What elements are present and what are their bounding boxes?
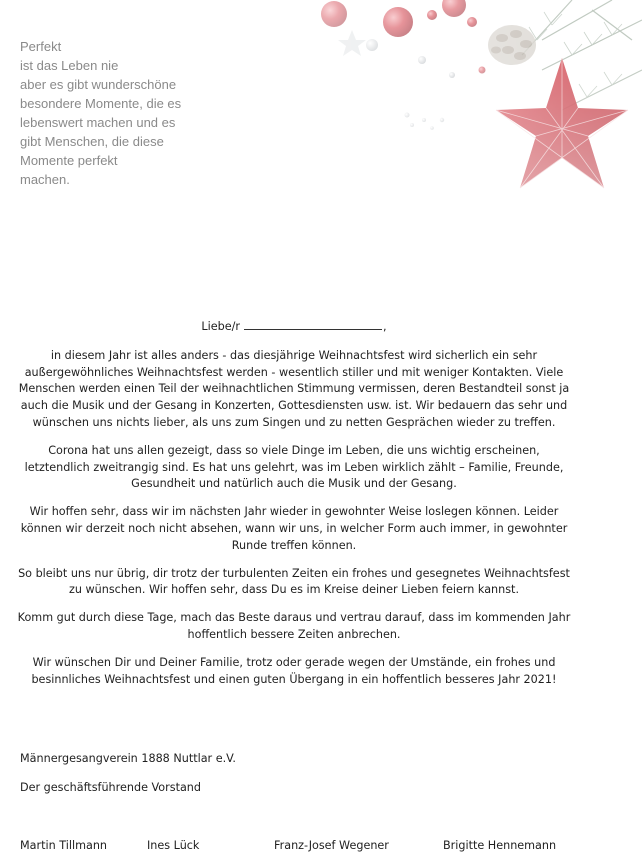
- organization-name: Männergesangverein 1888 Nuttlar e.V.: [20, 752, 236, 765]
- board-name: Der geschäftsführende Vorstand: [20, 781, 201, 794]
- signature-name: Ines Lück: [147, 839, 200, 852]
- letter-paragraph-5: Komm gut durch diese Tage, mach das Beste daraus und vertrau darauf, dass im kommenden Jahr hoffentlich bessere Zeiten anbrechen.: [17, 611, 571, 641]
- letter-paragraph-2: Corona hat uns allen gezeigt, dass so viele Dinge im Leben, die uns wichtig erscheinen, letztendlich zweitrangig sind. Es hat uns gelehrt, was im Leben wirklich zählt – Familie, Freunde, Gesundheit und natürlich auch die Musik und der Gesang.: [24, 443, 564, 491]
- salutation-prefix: Liebe/r: [201, 320, 240, 333]
- christmas-decoration-image: [312, 0, 642, 205]
- signatures: [0, 838, 642, 856]
- letter-paragraph-3: Wir hoffen sehr, dass wir im nächsten Jahr wieder in gewohnter Weise loslegen können. Leider können wir derzeit noch nicht absehen, wann wir uns, in welcher Form auch immer, in gewohnter Runde treffen können.: [20, 505, 568, 552]
- quote-text: Perfekt ist das Leben nie aber es gibt wunderschöne besondere Momente, die es lebenswert machen und es gibt Menschen, die diese Momente perfekt machen.: [20, 39, 182, 187]
- christmas-decoration: [312, 0, 642, 205]
- letter-paragraph-6: Wir wünschen Dir und Deiner Familie, trotz oder gerade wegen der Umstände, ein frohes und besinnliches Weihnachtsfest und einen guten Übergang in ein hoffentlich besseres Jahr 2021!: [31, 655, 557, 686]
- salutation-suffix: ,: [383, 320, 387, 333]
- letter-body: [14, 318, 574, 699]
- letter-paragraph-4: So bleibt uns nur übrig, dir trotz der turbulenten Zeiten ein frohes und gesegnetes Weihnachtsfest zu wünschen. Wir hoffen sehr, dass Du es im Kreise deiner Lieben feiern kannst.: [18, 566, 570, 597]
- letter-paragraph-1: in diesem Jahr ist alles anders - das diesjährige Weihnachtsfest wird sicherlich ein sehr außergewöhnliches Weihnachtsfest werden - wesentlich stiller und mit weniger Kontakten. Viele Menschen werden einen Teil der weihnachtlichen Stimmung vermissen, deren Bestandteil sonst ja auch die Musik und der Gesang in Konzerten, Gottesdiensten usw. ist. Wir bedauern das sehr und wünschen uns nichts lieber, als uns zum Singen und zu netten Gesprächen wieder zu treffen.: [18, 348, 570, 429]
- salutation-line: [14, 318, 574, 336]
- signature-name: Martin Tillmann: [20, 839, 107, 852]
- signature-name: Brigitte Hennemann: [443, 839, 557, 852]
- name-blank-line: [244, 318, 382, 330]
- signature-name: Franz-Josef Wegener: [274, 839, 389, 852]
